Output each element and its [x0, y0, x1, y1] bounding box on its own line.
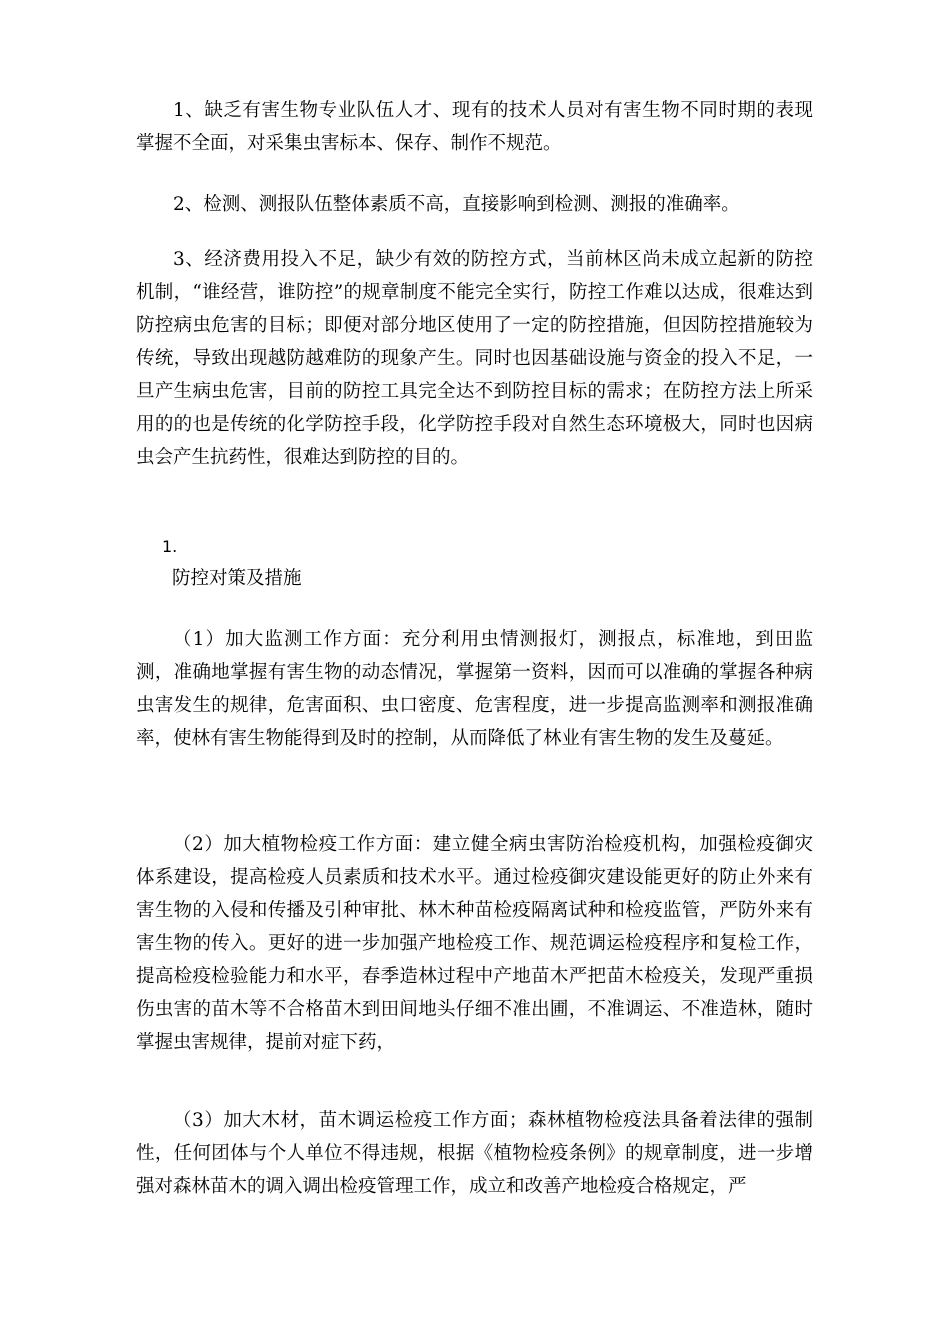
- paragraph-problem-3: 3、经济费用投入不足，缺少有效的防控方式，当前林区尚未成立起新的防控机制，“谁经营，谁防控”的规章制度不能完全实行，防控工作难以达成，很难达到防控病虫危害的目标；即便对部分地区使用了一定的防控措施，但因防控措施较为传统，导致出现越防越难防的现象产生。同时也因基础设施与资金的投入不足，一旦产生病虫危害，目前的防控工具完全达不到防控目标的需求；在防控方法上所采用的的也是传统的化学防控手段，化学防控手段对自然生态环境极大，同时也因病虫会产生抗药性，很难达到防控的目的。: [136, 249, 813, 468]
- paragraph-problem-2: 2、检测、测报队伍整体素质不高，直接影响到检测、测报的准确率。: [173, 194, 740, 215]
- paragraph-measure-2: （2）加大植物检疫工作方面：建立健全病虫害防治检疫机构，加强检疫御灾体系建设，提高检疫人员素质和技术水平。通过检疫御灾建设能更好的防止外来有害生物的入侵和传播及引种审批、林木种苗检疫隔离试种和检疫监管，严防外来有害生物的传入。更好的进一步加强产地检疫工作、规范调运检疫程序和复检工作，提高检疫检验能力和水平，春季造林过程中产地苗木严把苗木检疫关，发现严重损伤虫害的苗木等不合格苗木到田间地头仔细不准出圃，不准调运、不准造林，随时掌握虫害规律，提前对症下药，: [136, 834, 813, 1053]
- section-number: 1.: [162, 537, 178, 556]
- paragraph-measure-3: （3）加大木材，苗木调运检疫工作方面；森林植物检疫法具备着法律的强制性，任何团体与个人单位不得违规，根据《植物检疫条例》的规章制度，进一步增强对森林苗木的调入调出检疫管理工作，成立和改善产地检疫合格规定，严: [136, 1110, 813, 1197]
- section-title: 防控对策及措施: [172, 568, 302, 589]
- paragraph-measure-1: （1）加大监测工作方面：充分利用虫情测报灯，测报点，标准地，到田监测，准确地掌握有害生物的动态情况，掌握第一资料，因而可以准确的掌握各种病虫害发生的规律，危害面积、虫口密度、危害程度，进一步提高监测率和测报准确率，使林有害生物能得到及时的控制，从而降低了林业有害生物的发生及蔓延。: [136, 629, 813, 749]
- paragraph-problem-1: 1、缺乏有害生物专业队伍人才、现有的技术人员对有害生物不同时期的表现掌握不全面，对采集虫害标本、保存、制作不规范。: [136, 100, 813, 154]
